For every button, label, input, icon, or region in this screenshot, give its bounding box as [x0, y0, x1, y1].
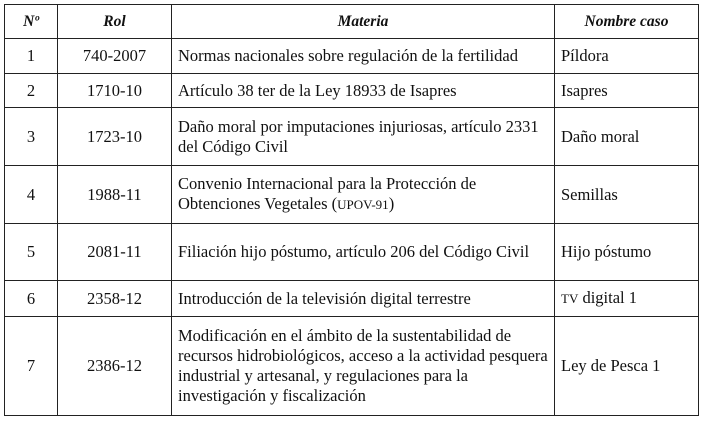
table-row: [5, 39, 699, 74]
materia-text-end: ): [388, 194, 395, 213]
row-number: 4: [5, 166, 58, 224]
case-text: digital 1: [578, 288, 638, 307]
table-row: [5, 74, 699, 108]
row-number: 1: [5, 39, 58, 74]
row-materia: Modificación en el ámbito de la sustentabilidad de recursos hidrobiológicos, acceso a la actividad pesquera industrial y artesanal, y regulaciones para la investigación y fiscalización: [172, 317, 555, 416]
table-row: [5, 281, 699, 317]
row-rol: 1723-10: [58, 108, 172, 166]
header-materia: Materia: [172, 5, 555, 39]
row-case-name: Semillas: [555, 166, 699, 224]
row-rol: 1988-11: [58, 166, 172, 224]
row-rol: 740-2007: [58, 39, 172, 74]
row-case-name: Ley de Pesca 1: [555, 317, 699, 416]
materia-text: Convenio Internacional para la Protección de Obtenciones Vegetales (: [178, 174, 477, 213]
row-materia: Normas nacionales sobre regulación de la fertilidad: [172, 39, 555, 74]
row-materia: Introducción de la televisión digital terrestre: [172, 281, 555, 317]
header-rol: Rol: [58, 5, 172, 39]
row-materia: [172, 166, 555, 224]
row-materia: Daño moral por imputaciones injuriosas, artículo 2331 del Código Civil: [172, 108, 555, 166]
row-rol: 2081-11: [58, 224, 172, 281]
table-header-row: [5, 5, 699, 39]
row-case-name: Isapres: [555, 74, 699, 108]
table-row: [5, 317, 699, 416]
row-case-name: Daño moral: [555, 108, 699, 166]
table-row: [5, 224, 699, 281]
case-acronym: TV: [561, 291, 579, 306]
row-case-name: Píldora: [555, 39, 699, 74]
row-case-name: Hijo póstumo: [555, 224, 699, 281]
header-case-name: Nombre caso: [555, 5, 699, 39]
table-row: [5, 166, 699, 224]
table-row: [5, 108, 699, 166]
row-materia: Filiación hijo póstumo, artículo 206 del Código Civil: [172, 224, 555, 281]
row-number: 6: [5, 281, 58, 317]
row-number: 3: [5, 108, 58, 166]
materia-acronym: UPOV-91: [337, 197, 389, 212]
header-number: Nº: [5, 5, 58, 39]
row-rol: 2358-12: [58, 281, 172, 317]
row-number: 5: [5, 224, 58, 281]
row-materia: Artículo 38 ter de la Ley 18933 de Isapres: [172, 74, 555, 108]
row-rol: 2386-12: [58, 317, 172, 416]
row-number: 7: [5, 317, 58, 416]
row-case-name: [555, 281, 699, 317]
cases-table: [4, 4, 699, 416]
row-number: 2: [5, 74, 58, 108]
row-rol: 1710-10: [58, 74, 172, 108]
